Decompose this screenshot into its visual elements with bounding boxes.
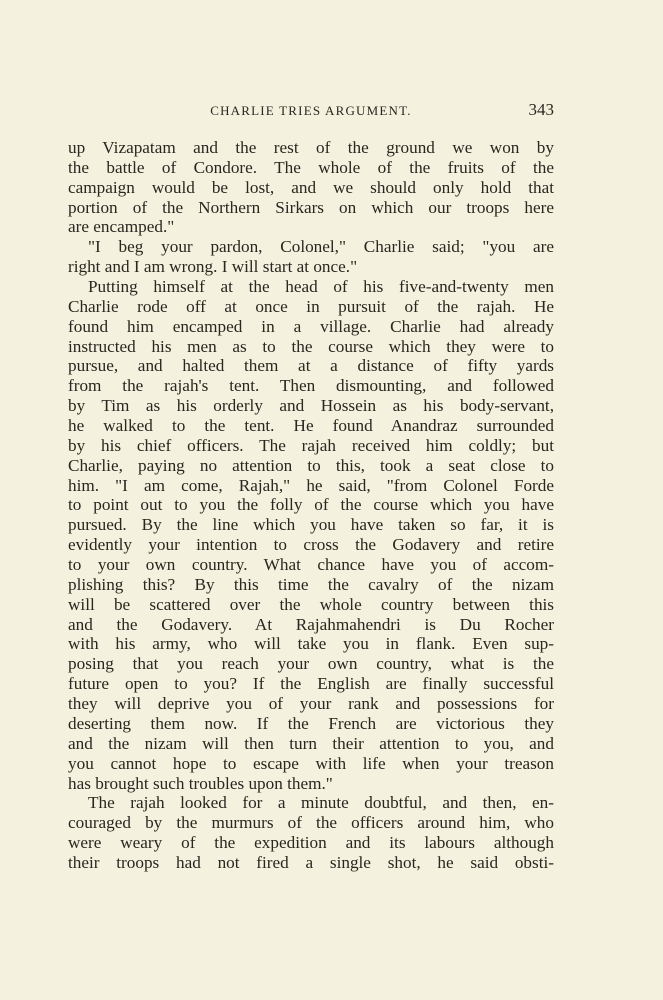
text-line: with his army, who will take you in flank. Even sup-: [68, 634, 554, 654]
text-line: found him encamped in a village. Charlie had already: [68, 316, 554, 336]
text-line: by Tim as his orderly and Hossein as his body-servant,: [68, 396, 554, 416]
text-line: couraged by the murmurs of the officers around him, who: [68, 813, 554, 833]
running-head: [68, 101, 554, 121]
text-line: The rajah looked for a minute doubtful, and then, en-: [88, 793, 554, 813]
text-line: deserting them now. If the French are victorious they: [68, 713, 554, 733]
body-text: [68, 138, 554, 873]
text-line: "I beg your pardon, Colonel," Charlie said; "you are: [88, 237, 554, 257]
text-line: by his chief officers. The rajah received him coldly; but: [68, 435, 554, 455]
text-line: he walked to the tent. He found Anandraz surrounded: [68, 416, 554, 436]
text-line: are encamped.": [68, 217, 175, 237]
text-line: will be scattered over the whole country between this: [68, 594, 554, 614]
text-line: from the rajah's tent. Then dismounting, and followed: [68, 376, 554, 396]
text-line: they will deprive you of your rank and possessions for: [68, 694, 554, 714]
text-line: future open to you? If the English are finally successful: [68, 674, 554, 694]
text-line: campaign would be lost, and we should only hold that: [68, 177, 554, 197]
text-line: Charlie, paying no attention to this, took a seat close to: [68, 455, 554, 475]
text-line: instructed his men as to the course which they were to: [68, 336, 554, 356]
text-line: evidently your intention to cross the Godavery and retire: [68, 535, 554, 555]
text-line: posing that you reach your own country, what is the: [68, 654, 554, 674]
text-line: were weary of the expedition and its labours although: [68, 833, 554, 853]
text-line: up Vizapatam and the rest of the ground we won by: [68, 138, 554, 157]
text-line: has brought such troubles upon them.": [68, 773, 333, 793]
text-line: plishing this? By this time the cavalry of the nizam: [68, 574, 554, 594]
text-line: their troops had not fired a single shot, he said obsti-: [68, 852, 554, 872]
text-line: him. "I am come, Rajah," he said, "from Colonel Forde: [68, 475, 554, 495]
text-line: to your own country. What chance have you of accom-: [68, 555, 554, 575]
running-title: CHARLIE TRIES ARGUMENT.: [210, 103, 412, 118]
text-line: portion of the Northern Sirkars on which our troops here: [68, 197, 554, 217]
text-line: Putting himself at the head of his five-and-twenty men: [88, 277, 554, 297]
text-line: and the nizam will then turn their attention to you, and: [68, 733, 554, 753]
text-line: Charlie rode off at once in pursuit of the rajah. He: [68, 296, 554, 316]
text-line: and the Godavery. At Rajahmahendri is Du Rocher: [68, 614, 554, 634]
text-line: the battle of Condore. The whole of the fruits of the: [68, 157, 554, 177]
text-line: pursue, and halted them at a distance of fifty yards: [68, 356, 554, 376]
text-line: right and I am wrong. I will start at once.": [68, 257, 358, 277]
page-number: 343: [528, 100, 554, 119]
text-line: you cannot hope to escape with life when your treason: [68, 753, 554, 773]
text-line: pursued. By the line which you have taken so far, it is: [68, 515, 554, 535]
text-line: to point out to you the folly of the course which you have: [68, 495, 554, 515]
